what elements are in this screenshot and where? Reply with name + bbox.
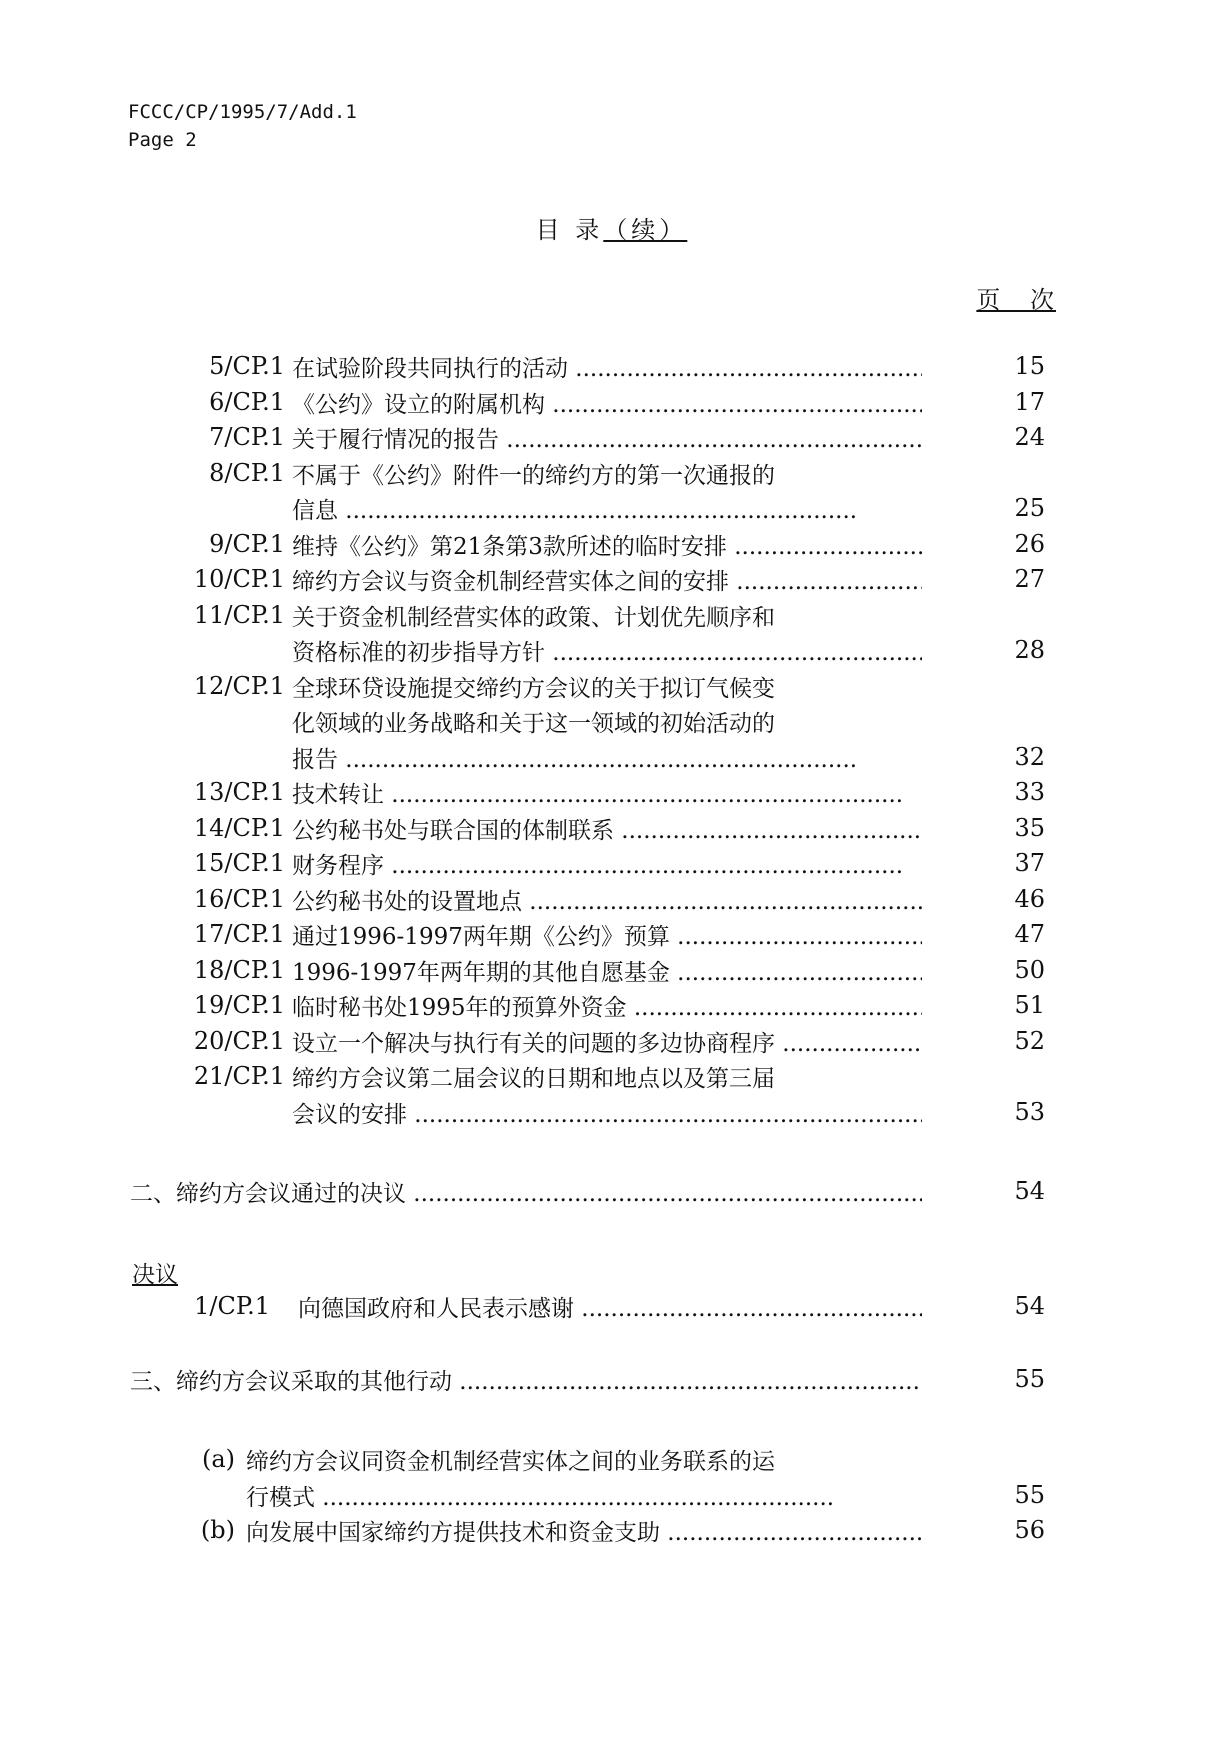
decision-code: 16/CP.1 bbox=[193, 884, 285, 913]
toc-entry-page: 26 bbox=[1014, 529, 1045, 558]
sub-item-line-text: 缔约方会议同资金机制经营实体之间的业务联系的运 bbox=[246, 1449, 775, 1475]
toc-entry-page: 17 bbox=[1014, 387, 1045, 416]
decision-code: 10/CP.1 bbox=[193, 565, 285, 593]
toc-entry-page: 28 bbox=[1014, 636, 1045, 664]
toc-entry-line bbox=[292, 707, 775, 742]
toc-entry-page: 33 bbox=[1014, 778, 1045, 806]
toc-entry-line bbox=[292, 636, 922, 671]
toc-entry-line-text: 在试验阶段共同执行的活动 ..... bbox=[292, 356, 922, 382]
decision-one-text: 向德国政府和人民表示感谢 ..... bbox=[298, 1296, 922, 1322]
toc-entry-line bbox=[292, 778, 922, 813]
toc-entry-line-text: 关于资金机制经营实体的政策、计划优先顺序和 bbox=[292, 604, 775, 631]
toc-entry-line-text: 1996-1997年两年期的其他自愿基金 ..... bbox=[292, 960, 922, 986]
toc-entry-line-text: 维持《公约》第21条第3款所述的临时安排 ..... bbox=[292, 534, 922, 560]
toc-entry-line bbox=[292, 814, 922, 849]
toc-entry-line bbox=[292, 494, 922, 529]
toc-entry-line bbox=[292, 459, 775, 494]
toc-entry-line bbox=[292, 885, 922, 920]
toc-entry-line-text: 缔约方会议与资金机制经营实体之间的安排 ..... bbox=[292, 569, 922, 595]
toc-entry-line bbox=[292, 601, 775, 636]
toc-title-main: 目 录 bbox=[535, 216, 604, 244]
toc-entry-line-text: 《公约》设立的附属机构 ..... bbox=[292, 392, 922, 418]
section-two bbox=[130, 1177, 922, 1212]
toc-entry-page: 47 bbox=[1014, 920, 1045, 948]
sub-item-line bbox=[246, 1445, 775, 1480]
page-number: Page 2 bbox=[128, 129, 197, 151]
toc-entry-line-text: 通过1996-1997两年期《公约》预算 ..... bbox=[292, 924, 922, 950]
toc-entry-page: 46 bbox=[1014, 884, 1045, 913]
decision-code: 1/CP.1 bbox=[194, 1292, 270, 1320]
toc-entry-line bbox=[292, 1098, 922, 1133]
decision-one bbox=[298, 1292, 922, 1327]
sub-item-line-text: 向发展中国家缔约方提供技术和资金支助 ..... bbox=[246, 1520, 922, 1546]
doc-symbol: FCCC/CP/1995/7/Add.1 bbox=[128, 101, 357, 123]
toc-entry-line bbox=[292, 352, 922, 387]
decision-code: 18/CP.1 bbox=[193, 955, 285, 984]
decision-code: 12/CP.1 bbox=[193, 671, 285, 700]
document-header bbox=[128, 98, 357, 154]
decision-code: 19/CP.1 bbox=[193, 991, 285, 1019]
toc-entry-line-text: 技术转让 ..... bbox=[292, 782, 903, 808]
toc-entry-line bbox=[292, 743, 922, 778]
toc-entry-line-text: 信息 ..... bbox=[292, 498, 857, 524]
toc-entry-line bbox=[292, 672, 775, 707]
toc-entry-line bbox=[292, 991, 922, 1026]
toc-entry-line bbox=[292, 565, 922, 600]
sub-item-page: 55 bbox=[1014, 1480, 1045, 1509]
toc-entry-page: 51 bbox=[1014, 991, 1045, 1019]
decision-code: (a) bbox=[201, 1445, 235, 1473]
section-three bbox=[130, 1365, 922, 1400]
decision-code: 9/CP.1 bbox=[209, 529, 285, 558]
toc-entry-page: 37 bbox=[1014, 849, 1045, 877]
toc-entry-line bbox=[292, 1062, 775, 1097]
page-column-label: 页 次 bbox=[976, 286, 1056, 314]
toc-title-cont: （续） bbox=[603, 216, 688, 244]
toc-entry-line-text: 全球环贷设施提交缔约方会议的关于拟订气候变 bbox=[292, 675, 775, 702]
section-three-page: 55 bbox=[1014, 1365, 1045, 1393]
decision-code: 21/CP.1 bbox=[193, 1062, 285, 1090]
toc-entry-line bbox=[292, 920, 922, 955]
decision-code: 7/CP.1 bbox=[209, 423, 285, 451]
decision-code: 8/CP.1 bbox=[209, 458, 285, 487]
section-three-text: 三、缔约方会议采取的其他行动 ..... bbox=[130, 1369, 922, 1395]
toc-entry-line-text: 缔约方会议第二届会议的日期和地点以及第三届 bbox=[292, 1066, 775, 1092]
toc-entry-line bbox=[292, 956, 922, 991]
decision-code: (b) bbox=[200, 1516, 235, 1544]
toc-entry-line-text: 不属于《公约》附件一的缔约方的第一次通报的 bbox=[292, 462, 775, 489]
toc-entry-page: 32 bbox=[1014, 742, 1045, 771]
toc-entry-line-text: 财务程序 ..... bbox=[292, 853, 903, 879]
toc-entry-line-text: 化领域的业务战略和关于这一领域的初始活动的 bbox=[292, 711, 775, 737]
decision-code: 11/CP.1 bbox=[193, 600, 285, 629]
section-two-text: 二、缔约方会议通过的决议 ..... bbox=[130, 1181, 922, 1207]
toc-entry-line-text: 会议的安排 ..... bbox=[292, 1102, 922, 1128]
toc-entry-line bbox=[292, 530, 922, 565]
toc-entry-line-text: 设立一个解决与执行有关的问题的多边协商程序 ..... bbox=[292, 1031, 922, 1057]
toc-entry-page: 15 bbox=[1014, 352, 1045, 380]
sub-item-page: 56 bbox=[1014, 1516, 1045, 1544]
toc-entry-page: 53 bbox=[1014, 1097, 1045, 1126]
toc-entry-page: 25 bbox=[1014, 494, 1045, 522]
toc-entry-line-text: 报告 ..... bbox=[292, 747, 857, 773]
toc-entry-page: 24 bbox=[1014, 423, 1045, 451]
toc-entry-page: 35 bbox=[1014, 813, 1045, 842]
decision-code: 14/CP.1 bbox=[193, 813, 285, 842]
sub-item-line-text: 行模式 ..... bbox=[246, 1485, 834, 1511]
toc-entry-line bbox=[292, 388, 922, 423]
toc-entry-line-text: 公约秘书处与联合国的体制联系 ..... bbox=[292, 818, 922, 844]
section-two-page: 54 bbox=[1014, 1177, 1045, 1205]
decision-code: 20/CP.1 bbox=[193, 1026, 285, 1055]
decision-one-page: 54 bbox=[1014, 1292, 1045, 1320]
decision-code: 17/CP.1 bbox=[193, 920, 285, 948]
decision-label: 决议 bbox=[132, 1262, 178, 1288]
toc-entry-line bbox=[292, 423, 922, 458]
toc-entry-page: 50 bbox=[1014, 955, 1045, 984]
toc-entry-line-text: 资格标准的初步指导方针 ..... bbox=[292, 640, 922, 666]
toc-entry-line bbox=[292, 1027, 922, 1062]
sub-item-line bbox=[246, 1481, 922, 1516]
toc-entry-line-text: 关于履行情况的报告 ..... bbox=[292, 427, 922, 453]
decision-code: 15/CP.1 bbox=[193, 849, 285, 877]
toc-entry-line-text: 临时秘书处1995年的预算外资金 ..... bbox=[292, 995, 922, 1021]
sub-item-line bbox=[246, 1516, 922, 1551]
decision-code: 13/CP.1 bbox=[193, 778, 285, 806]
toc-entry-line-text: 公约秘书处的设置地点 ..... bbox=[292, 889, 922, 915]
toc-entry-page: 27 bbox=[1014, 565, 1045, 593]
decision-code: 6/CP.1 bbox=[209, 387, 285, 416]
toc-entry-page: 52 bbox=[1014, 1026, 1045, 1055]
toc-title bbox=[0, 210, 1223, 245]
toc-entry-line bbox=[292, 849, 922, 884]
decision-code: 5/CP.1 bbox=[209, 352, 285, 380]
